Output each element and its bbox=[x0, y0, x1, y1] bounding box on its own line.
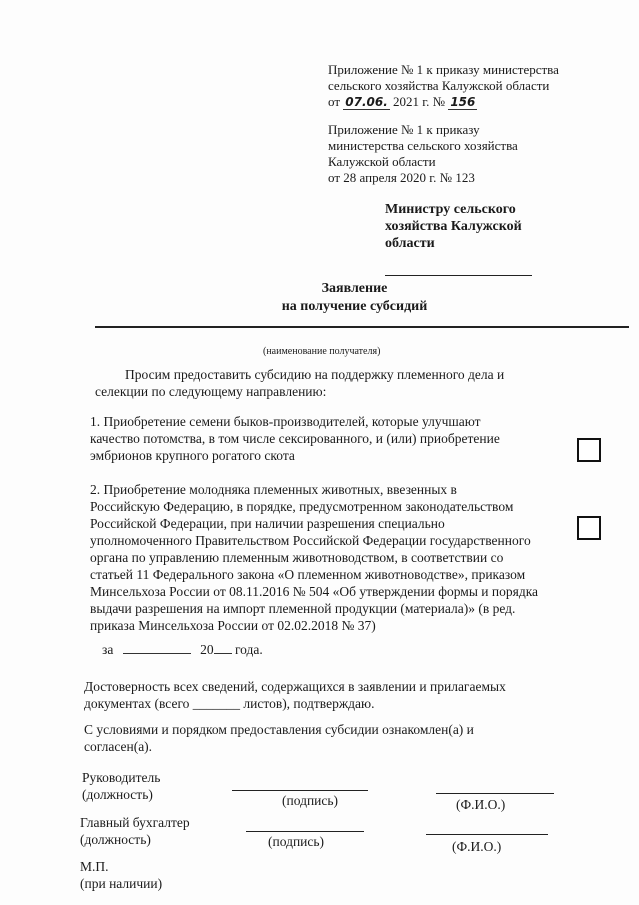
item2-line-7: Минсельхоза России от 08.11.2016 № 504 «Об утверждении формы и порядка bbox=[90, 584, 539, 599]
reliability-line-2: документах (всего _______ листов), подтверждаю. bbox=[84, 696, 375, 711]
item1-line-3: эмбрионов крупного рогатого скота bbox=[90, 448, 295, 463]
annex2-line3: Калужской области bbox=[328, 154, 436, 169]
period-blank[interactable] bbox=[123, 653, 191, 654]
addressee-block bbox=[385, 201, 522, 252]
item2-line-9: приказа Минсельхоза России от 02.02.2018 № 37) bbox=[90, 618, 376, 633]
accountant-label: Главный бухгалтер bbox=[80, 815, 190, 830]
item1-line-2: качество потомства, в том числе сексированного, и (или) приобретение bbox=[90, 431, 500, 446]
accountant-signature-line[interactable] bbox=[246, 831, 364, 832]
addressee-signature-line bbox=[385, 275, 532, 276]
head-position-caption: (должность) bbox=[82, 787, 153, 802]
intro-line-1: Просим предоставить субсидию на поддержку племенного дела и bbox=[125, 367, 505, 382]
annex1-date-line bbox=[328, 94, 559, 110]
item1-line-1: 1. Приобретение семени быков-производителей, которые улучшают bbox=[90, 414, 481, 429]
annex1-line1: Приложение № 1 к приказу министерства bbox=[328, 62, 559, 77]
agreement-line-1: С условиями и порядком предоставления субсидии ознакомлен(а) и bbox=[84, 722, 474, 737]
item2-line-2: Российскую Федерацию, в порядке, предусмотренном законодательством bbox=[90, 499, 514, 514]
head-position bbox=[82, 769, 160, 803]
accountant-position-caption: (должность) bbox=[80, 832, 151, 847]
annex1-line2: сельского хозяйства Калужской области bbox=[328, 78, 550, 93]
intro-line-2: селекции по следующему направлению: bbox=[95, 384, 327, 399]
addressee-line-2: хозяйства Калужской bbox=[385, 219, 522, 234]
document-title: Заявление bbox=[321, 281, 388, 296]
annex1-handwritten-date: 07.06. bbox=[345, 95, 388, 109]
period-year-prefix: 20 bbox=[200, 642, 214, 657]
annex1-num-prefix: № bbox=[432, 94, 446, 109]
accountant-position bbox=[80, 814, 190, 848]
item2-line-6: статьей 11 Федерального закона «О племенном животноводстве», приказом bbox=[90, 567, 526, 582]
head-fio-line[interactable] bbox=[436, 793, 554, 794]
annex2-line2: министерства сельского хозяйства bbox=[328, 138, 518, 153]
item-2-checkbox[interactable] bbox=[577, 516, 601, 540]
item2-line-4: уполномоченного Правительством Российской Федерации государственного bbox=[90, 533, 531, 548]
item2-line-3: Российской Федерации, при наличии разрешения специально bbox=[90, 516, 445, 531]
period-year-blank[interactable] bbox=[214, 653, 232, 654]
reliability-statement bbox=[84, 678, 506, 712]
period-za: за bbox=[102, 642, 114, 657]
annex-header-1 bbox=[328, 62, 559, 110]
annex1-handwritten-number: 156 bbox=[450, 95, 476, 109]
document-subtitle: на получение субсидий bbox=[281, 299, 428, 314]
stamp-block bbox=[80, 858, 162, 892]
recipient-caption: (наименование получателя) bbox=[263, 346, 381, 357]
item-2-text bbox=[90, 481, 570, 634]
annex2-line1: Приложение № 1 к приказу bbox=[328, 122, 480, 137]
item2-line-5: органа по управлению племенным животноводством, в соответствии со bbox=[90, 550, 504, 565]
period-suffix: года. bbox=[234, 642, 263, 657]
agreement-line-2: согласен(а). bbox=[84, 739, 153, 754]
stamp-label: М.П. bbox=[80, 859, 109, 874]
head-label: Руководитель bbox=[82, 770, 161, 785]
item-1-checkbox[interactable] bbox=[577, 438, 601, 462]
annex1-date-year: 2021 г. bbox=[393, 94, 430, 109]
annex-header-2 bbox=[328, 122, 518, 186]
stamp-caption: (при наличии) bbox=[80, 876, 163, 891]
item-1-text bbox=[90, 413, 570, 464]
annex1-date-prefix: от bbox=[328, 94, 341, 109]
head-signature-line[interactable] bbox=[232, 790, 368, 791]
agreement-statement bbox=[84, 721, 474, 755]
accountant-fio-caption: (Ф.И.О.) bbox=[452, 839, 502, 854]
item2-line-8: выдачи разрешения на импорт племенной продукции (материала)» (в ред. bbox=[90, 601, 516, 616]
period-line bbox=[102, 641, 263, 658]
reliability-line-1: Достоверность всех сведений, содержащихся в заявлении и прилагаемых bbox=[84, 679, 506, 694]
head-fio-caption: (Ф.И.О.) bbox=[456, 797, 506, 812]
accountant-fio-line[interactable] bbox=[426, 834, 548, 835]
addressee-line-3: области bbox=[385, 236, 435, 251]
addressee-line-1: Министру сельского bbox=[385, 202, 516, 217]
recipient-name-line bbox=[95, 326, 629, 328]
item2-line-1: 2. Приобретение молодняка племенных животных, ввезенных в bbox=[90, 482, 457, 497]
annex2-line4: от 28 апреля 2020 г. № 123 bbox=[328, 170, 475, 185]
accountant-signature-caption: (подпись) bbox=[268, 834, 325, 849]
head-signature-caption: (подпись) bbox=[282, 793, 339, 808]
